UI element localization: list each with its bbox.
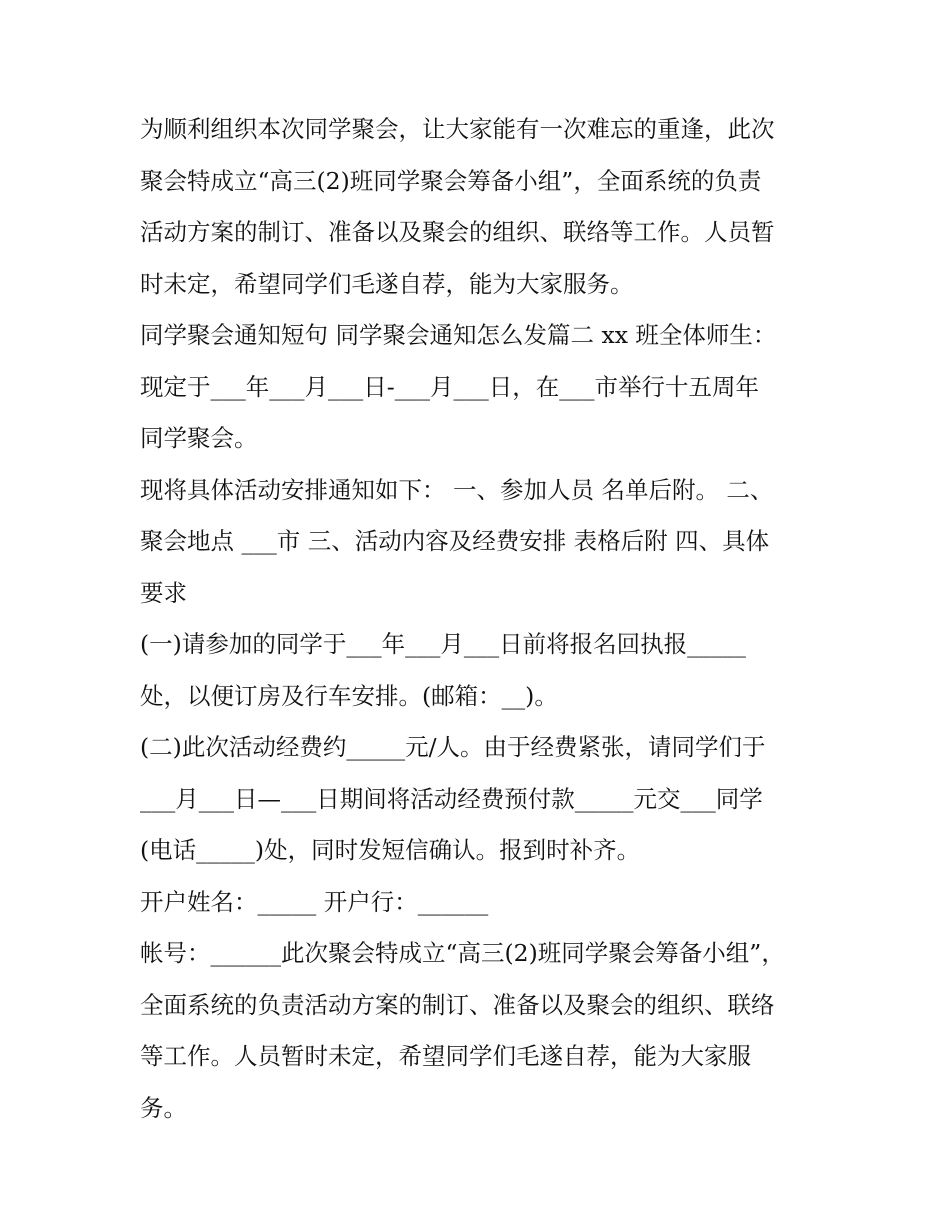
text-line: 等工作。人员暂时未定，希望同学们毛遂自荐，能为大家服 — [140, 1042, 751, 1070]
text-line: 开户姓名：_____ 开户行：______ — [140, 887, 489, 916]
text-line: 现定于___年___月___日-___月___日，在___市举行十五周年 — [140, 372, 759, 401]
document-body — [140, 104, 820, 1134]
paragraph-requirement-one — [140, 619, 820, 722]
paragraph-notice-intro — [140, 310, 820, 465]
text-line: 活动方案的制订、准备以及聚会的组织、联络等工作。人员暂 — [140, 218, 775, 246]
text-line: 同学聚会。 — [140, 424, 258, 452]
text-line: ___月___日—___日期间将活动经费预付款_____元交___同学 — [140, 784, 763, 813]
text-line: (电话_____)处，同时发短信确认。报到时补齐。 — [140, 836, 641, 864]
text-line: 要求 — [140, 578, 187, 607]
paragraph-account-holder — [140, 877, 820, 929]
text-line: 时未定，希望同学们毛遂自荐，能为大家服务。 — [140, 269, 634, 298]
text-line: 聚会地点 ___市 三、活动内容及经费安排 表格后附 四、具体 — [140, 527, 770, 555]
text-line: (二)此次活动经费约_____元/人。由于经费紧张，请同学们于 — [140, 733, 766, 761]
text-line: 同学聚会通知短句 同学聚会通知怎么发篇二 xx 班全体师生： — [140, 321, 777, 349]
paragraph-account-number — [140, 928, 820, 1134]
text-line: 处，以便订房及行车安排。(邮箱：__)。 — [140, 681, 558, 710]
text-line: 现将具体活动安排通知如下： 一、参加人员 名单后附。 二、 — [140, 475, 774, 504]
paragraph-requirement-two — [140, 722, 820, 877]
text-line: (一)请参加的同学于___年___月___日前将报名回执报_____ — [140, 630, 746, 658]
text-line: 聚会特成立“高三(2)班同学聚会筹备小组”，全面系统的负责 — [140, 166, 762, 195]
text-line: 帐号：______此次聚会特成立“高三(2)班同学聚会筹备小组”， — [140, 939, 785, 967]
text-line: 务。 — [140, 1093, 187, 1122]
text-line: 为顺利组织本次同学聚会，让大家能有一次难忘的重逢，此次 — [140, 115, 775, 143]
paragraph-organizing-committee — [140, 104, 820, 310]
paragraph-arrangements — [140, 465, 820, 620]
text-line: 全面系统的负责活动方案的制订、准备以及聚会的组织、联络 — [140, 990, 775, 1019]
